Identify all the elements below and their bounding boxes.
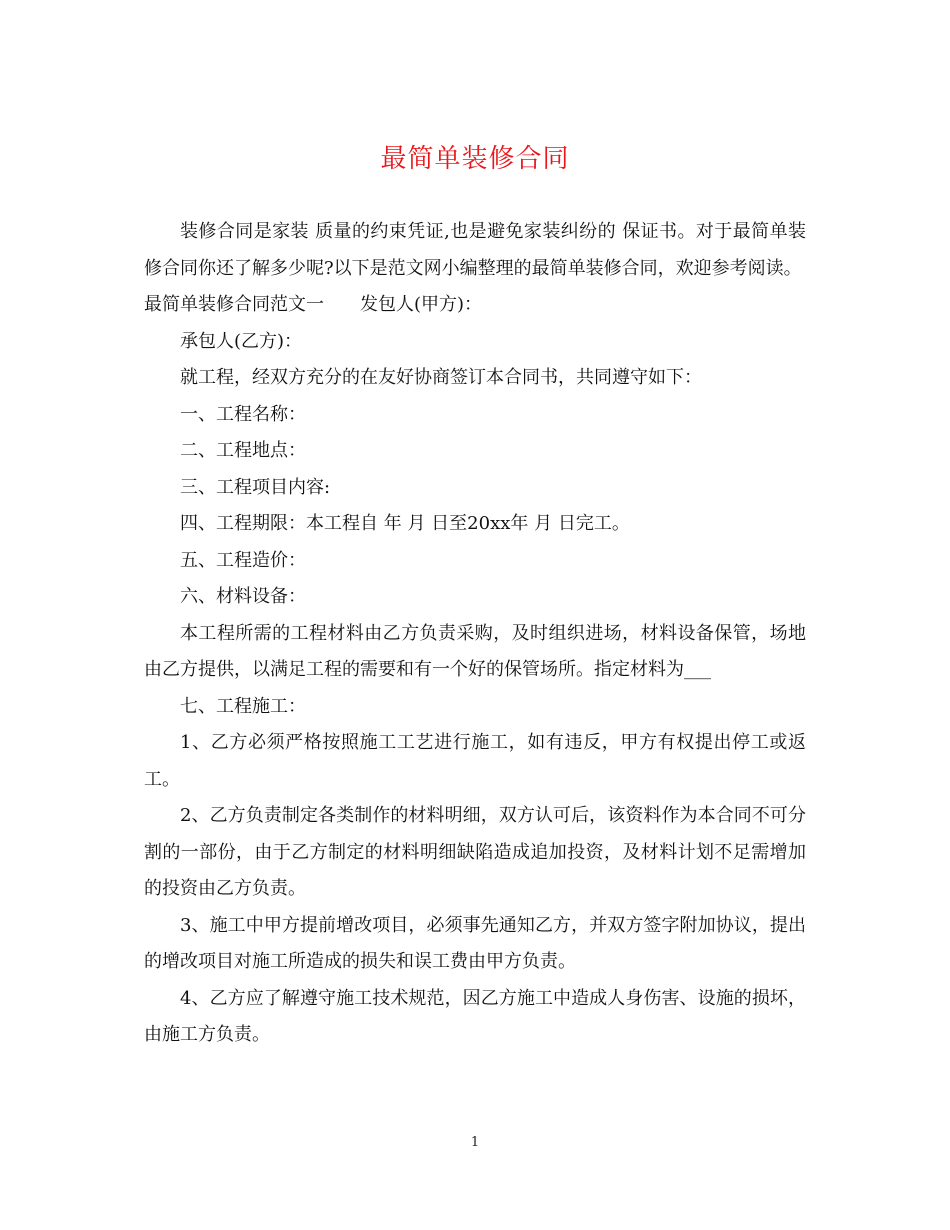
construction-item: 4、乙方应了解遵守施工技术规范，因乙方施工中造成人身伤害、设施的损坏，由施工方负责。: [144, 987, 806, 1045]
document-title: 最简单装修合同: [380, 144, 570, 174]
materials-paragraph: 本工程所需的工程材料由乙方负责采购，及时组织进场，材料设备保管，场地由乙方提供，以满足工程的需要和有一个好的保管场所。指定材料为___: [144, 622, 806, 680]
construction-heading: 七、工程施工：: [180, 695, 306, 717]
clause-item: 一、工程名称：: [180, 403, 306, 425]
party-a-label: 发包人(甲方)：: [360, 294, 483, 315]
construction-item: 1、乙方必须严格按照施工工艺进行施工，如有违反，甲方有权提出停工或返工。: [144, 732, 806, 790]
page-number: 1: [470, 1135, 480, 1150]
construction-item: 2、乙方负责制定各类制作的材料明细，双方认可后，该资料作为本合同不可分割的一部份，由于乙方制定的材料明细缺陷造成追加投资，及材料计划不足需增加的投资由乙方负责。: [144, 805, 806, 899]
sample-heading-line: [144, 287, 806, 324]
clause-item: 二、工程地点：: [180, 440, 306, 461]
preamble-paragraph: 就工程，经双方充分的在友好协商签订本合同书，共同遵守如下：: [180, 367, 702, 388]
intro-paragraph: 装修合同是家装 质量的约束凭证,也是避免家装纠纷的 保证书。对于最简单装修合同你还了解多少呢?以下是范文网小编整理的最简单装修合同，欢迎参考阅读。: [144, 221, 806, 279]
sample-heading: 最简单装修合同范文一: [144, 294, 324, 315]
party-b-label: 承包人(乙方)：: [180, 330, 303, 352]
clause-item: 四、工程期限：本工程自 年 月 日至20xx年 月 日完工。: [180, 513, 630, 534]
document-body: [144, 214, 806, 1054]
clause-item: 五、工程造价：: [180, 549, 306, 571]
construction-item: 3、施工中甲方提前增改项目，必须事先通知乙方，并双方签字附加协议，提出的增改项目对施工所造成的损失和误工费由甲方负责。: [144, 914, 806, 972]
clause-item: 六、材料设备：: [180, 586, 306, 607]
clause-item: 三、工程项目内容:: [180, 476, 331, 498]
